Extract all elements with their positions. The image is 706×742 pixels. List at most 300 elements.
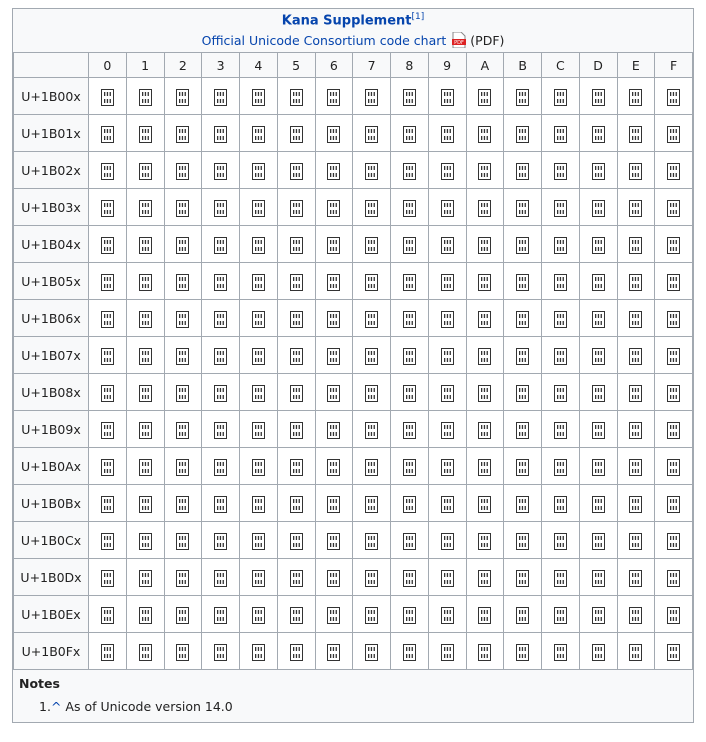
column-header: 4	[240, 53, 278, 78]
code-point-cell[interactable]	[240, 485, 278, 522]
code-point-cell[interactable]	[277, 337, 315, 374]
code-point-cell[interactable]	[240, 152, 278, 189]
code-point-cell[interactable]	[617, 189, 655, 226]
code-point-cell[interactable]	[655, 633, 693, 670]
code-point-cell[interactable]	[428, 226, 466, 263]
code-point-cell[interactable]	[126, 411, 164, 448]
code-point-cell[interactable]	[89, 411, 127, 448]
code-point-cell[interactable]	[315, 522, 353, 559]
missing-glyph-icon	[554, 163, 567, 180]
code-point-cell[interactable]	[542, 337, 580, 374]
code-point-cell[interactable]	[542, 78, 580, 115]
missing-glyph-icon	[667, 163, 680, 180]
missing-glyph-icon	[327, 422, 340, 439]
code-point-cell[interactable]	[240, 263, 278, 300]
code-point-cell[interactable]	[164, 226, 202, 263]
code-point-cell[interactable]	[466, 411, 504, 448]
code-point-cell[interactable]	[353, 152, 391, 189]
code-point-cell[interactable]	[466, 633, 504, 670]
code-point-cell[interactable]	[202, 226, 240, 263]
code-point-cell[interactable]	[542, 152, 580, 189]
code-point-cell[interactable]	[202, 115, 240, 152]
code-point-cell[interactable]	[428, 189, 466, 226]
missing-glyph-icon	[592, 644, 605, 661]
code-point-cell[interactable]	[126, 78, 164, 115]
code-point-cell[interactable]	[89, 559, 127, 596]
code-point-cell[interactable]	[315, 448, 353, 485]
column-header: F	[655, 53, 693, 78]
code-point-cell[interactable]	[315, 300, 353, 337]
code-point-cell[interactable]	[277, 411, 315, 448]
code-point-cell[interactable]	[164, 522, 202, 559]
code-point-cell[interactable]	[164, 485, 202, 522]
table-row	[14, 485, 693, 522]
code-point-cell[interactable]	[466, 152, 504, 189]
code-point-cell[interactable]	[240, 448, 278, 485]
code-point-cell[interactable]	[89, 337, 127, 374]
code-point-cell[interactable]	[466, 559, 504, 596]
code-point-cell[interactable]	[542, 226, 580, 263]
code-point-cell[interactable]	[89, 448, 127, 485]
table-row	[14, 337, 693, 374]
code-point-cell[interactable]	[89, 633, 127, 670]
missing-glyph-icon	[139, 89, 152, 106]
code-point-cell[interactable]	[428, 485, 466, 522]
code-point-cell[interactable]	[504, 374, 542, 411]
code-point-cell[interactable]	[315, 596, 353, 633]
code-point-cell[interactable]	[202, 374, 240, 411]
code-point-cell[interactable]	[126, 374, 164, 411]
code-point-cell[interactable]	[579, 596, 617, 633]
code-point-cell[interactable]	[353, 559, 391, 596]
code-point-cell[interactable]	[466, 485, 504, 522]
code-point-cell[interactable]	[617, 522, 655, 559]
code-point-cell[interactable]	[428, 115, 466, 152]
code-point-cell[interactable]	[428, 300, 466, 337]
code-point-cell[interactable]	[617, 337, 655, 374]
code-point-cell[interactable]	[126, 226, 164, 263]
code-point-cell[interactable]	[655, 152, 693, 189]
code-point-cell[interactable]	[353, 485, 391, 522]
code-point-cell[interactable]	[164, 559, 202, 596]
code-point-cell[interactable]	[617, 115, 655, 152]
code-point-cell[interactable]	[655, 559, 693, 596]
code-point-cell[interactable]	[164, 374, 202, 411]
code-point-cell[interactable]	[277, 189, 315, 226]
missing-glyph-icon	[327, 274, 340, 291]
code-point-cell[interactable]	[202, 152, 240, 189]
code-point-cell[interactable]	[315, 633, 353, 670]
code-point-cell[interactable]	[542, 300, 580, 337]
code-point-cell[interactable]	[504, 226, 542, 263]
code-point-cell[interactable]	[277, 485, 315, 522]
code-point-cell[interactable]	[466, 374, 504, 411]
code-point-cell[interactable]	[617, 226, 655, 263]
code-point-cell[interactable]	[353, 226, 391, 263]
code-point-cell[interactable]	[655, 411, 693, 448]
code-point-cell[interactable]	[428, 374, 466, 411]
code-point-cell[interactable]	[126, 596, 164, 633]
code-point-cell[interactable]	[89, 152, 127, 189]
code-point-cell[interactable]	[579, 226, 617, 263]
code-point-cell[interactable]	[277, 300, 315, 337]
code-point-cell[interactable]	[617, 152, 655, 189]
code-point-cell[interactable]	[391, 78, 429, 115]
code-point-cell[interactable]	[164, 115, 202, 152]
code-point-cell[interactable]	[579, 337, 617, 374]
code-point-cell[interactable]	[315, 485, 353, 522]
missing-glyph-icon	[290, 89, 303, 106]
code-point-cell[interactable]	[617, 374, 655, 411]
footnote-ref[interactable]: [1]	[411, 12, 425, 22]
code-point-cell[interactable]	[428, 522, 466, 559]
code-point-cell[interactable]	[164, 300, 202, 337]
code-point-cell[interactable]	[89, 189, 127, 226]
code-point-cell[interactable]	[655, 522, 693, 559]
code-point-cell[interactable]	[655, 115, 693, 152]
missing-glyph-icon	[554, 89, 567, 106]
code-point-cell[interactable]	[126, 300, 164, 337]
code-point-cell[interactable]	[353, 78, 391, 115]
code-point-cell[interactable]	[164, 78, 202, 115]
code-point-cell[interactable]	[428, 633, 466, 670]
code-point-cell[interactable]	[315, 374, 353, 411]
code-point-cell[interactable]	[504, 337, 542, 374]
code-point-cell[interactable]	[542, 596, 580, 633]
code-point-cell[interactable]	[315, 411, 353, 448]
code-point-cell[interactable]	[428, 78, 466, 115]
code-point-cell[interactable]	[277, 522, 315, 559]
code-point-cell[interactable]	[240, 522, 278, 559]
code-point-cell[interactable]	[315, 337, 353, 374]
code-point-cell[interactable]	[353, 263, 391, 300]
code-point-cell[interactable]	[542, 374, 580, 411]
code-point-cell[interactable]	[428, 559, 466, 596]
code-point-cell[interactable]	[353, 189, 391, 226]
code-point-cell[interactable]	[164, 263, 202, 300]
table-row	[14, 633, 693, 670]
code-point-cell[interactable]	[202, 189, 240, 226]
code-point-cell[interactable]	[353, 411, 391, 448]
code-point-cell[interactable]	[89, 263, 127, 300]
code-point-cell[interactable]	[504, 559, 542, 596]
code-point-cell[interactable]	[466, 115, 504, 152]
code-point-cell[interactable]	[89, 226, 127, 263]
code-point-cell[interactable]	[655, 300, 693, 337]
note-backlink[interactable]: ^	[50, 699, 62, 715]
code-point-cell[interactable]	[391, 485, 429, 522]
missing-glyph-icon	[592, 533, 605, 550]
code-point-cell[interactable]	[126, 448, 164, 485]
code-point-cell[interactable]	[579, 559, 617, 596]
code-point-cell[interactable]	[504, 263, 542, 300]
code-point-cell[interactable]	[353, 522, 391, 559]
missing-glyph-icon	[290, 459, 303, 476]
code-chart-link[interactable]: Official Unicode Consortium code chart	[201, 33, 447, 49]
code-point-cell[interactable]	[391, 448, 429, 485]
code-point-cell[interactable]	[504, 152, 542, 189]
code-point-cell[interactable]	[202, 263, 240, 300]
code-point-cell[interactable]	[164, 189, 202, 226]
code-point-cell[interactable]	[617, 78, 655, 115]
code-point-cell[interactable]	[579, 152, 617, 189]
code-point-cell[interactable]	[315, 152, 353, 189]
code-point-cell[interactable]	[202, 559, 240, 596]
code-point-cell[interactable]	[353, 633, 391, 670]
code-point-cell[interactable]	[579, 115, 617, 152]
code-point-cell[interactable]	[579, 300, 617, 337]
code-point-cell[interactable]	[466, 263, 504, 300]
code-point-cell[interactable]	[542, 633, 580, 670]
code-point-cell[interactable]	[542, 559, 580, 596]
code-point-cell[interactable]	[391, 411, 429, 448]
code-point-cell[interactable]	[277, 263, 315, 300]
code-point-cell[interactable]	[466, 448, 504, 485]
code-point-cell[interactable]	[126, 189, 164, 226]
code-point-cell[interactable]	[240, 337, 278, 374]
code-point-cell[interactable]	[466, 596, 504, 633]
code-point-cell[interactable]	[126, 633, 164, 670]
code-point-cell[interactable]	[655, 226, 693, 263]
code-point-cell[interactable]	[202, 522, 240, 559]
code-point-cell[interactable]	[202, 596, 240, 633]
missing-glyph-icon	[101, 237, 114, 254]
code-point-cell[interactable]	[164, 448, 202, 485]
code-point-cell[interactable]	[466, 78, 504, 115]
table-row	[14, 522, 693, 559]
code-point-cell[interactable]	[89, 485, 127, 522]
code-point-cell[interactable]	[164, 596, 202, 633]
code-point-cell[interactable]	[655, 78, 693, 115]
missing-glyph-icon	[554, 274, 567, 291]
code-point-cell[interactable]	[466, 337, 504, 374]
code-point-cell[interactable]	[542, 115, 580, 152]
code-point-cell[interactable]	[126, 559, 164, 596]
code-point-cell[interactable]	[277, 596, 315, 633]
code-point-cell[interactable]	[353, 337, 391, 374]
missing-glyph-icon	[441, 311, 454, 328]
code-point-cell[interactable]	[202, 78, 240, 115]
row-header: U+1B0Dx	[14, 559, 89, 596]
code-point-cell[interactable]	[353, 596, 391, 633]
missing-glyph-icon	[516, 163, 529, 180]
code-point-cell[interactable]	[617, 300, 655, 337]
code-point-cell[interactable]	[504, 485, 542, 522]
code-point-cell[interactable]	[89, 78, 127, 115]
code-point-cell[interactable]	[428, 337, 466, 374]
note-text: As of Unicode version 14.0	[65, 699, 233, 715]
code-point-cell[interactable]	[504, 189, 542, 226]
code-point-cell[interactable]	[202, 485, 240, 522]
code-point-cell[interactable]	[504, 411, 542, 448]
code-point-cell[interactable]	[655, 448, 693, 485]
code-point-cell[interactable]	[126, 337, 164, 374]
code-point-cell[interactable]	[579, 78, 617, 115]
code-point-cell[interactable]	[579, 189, 617, 226]
code-point-cell[interactable]	[164, 152, 202, 189]
code-point-cell[interactable]	[89, 115, 127, 152]
code-point-cell[interactable]	[315, 189, 353, 226]
code-point-cell[interactable]	[89, 374, 127, 411]
code-point-cell[interactable]	[542, 189, 580, 226]
block-title[interactable]: Kana Supplement	[281, 13, 412, 29]
missing-glyph-icon	[327, 237, 340, 254]
code-point-cell[interactable]	[240, 78, 278, 115]
code-point-cell[interactable]	[202, 633, 240, 670]
code-point-cell[interactable]	[504, 596, 542, 633]
code-point-cell[interactable]	[428, 596, 466, 633]
code-point-cell[interactable]	[315, 226, 353, 263]
code-point-cell[interactable]	[277, 226, 315, 263]
code-point-cell[interactable]	[240, 189, 278, 226]
code-point-cell[interactable]	[466, 189, 504, 226]
row-header: U+1B09x	[14, 411, 89, 448]
code-point-cell[interactable]	[504, 115, 542, 152]
code-point-cell[interactable]	[542, 522, 580, 559]
code-point-cell[interactable]	[466, 226, 504, 263]
missing-glyph-icon	[139, 200, 152, 217]
code-point-cell[interactable]	[89, 522, 127, 559]
missing-glyph-icon	[441, 496, 454, 513]
missing-glyph-icon	[252, 644, 265, 661]
missing-glyph-icon	[592, 89, 605, 106]
code-point-cell[interactable]	[277, 633, 315, 670]
code-point-cell[interactable]	[579, 633, 617, 670]
missing-glyph-icon	[327, 533, 340, 550]
code-point-cell[interactable]	[391, 633, 429, 670]
code-point-cell[interactable]	[504, 448, 542, 485]
code-point-cell[interactable]	[240, 559, 278, 596]
missing-glyph-icon	[252, 570, 265, 587]
code-point-cell[interactable]	[655, 337, 693, 374]
code-point-cell[interactable]	[466, 300, 504, 337]
code-point-cell[interactable]	[391, 226, 429, 263]
code-point-cell[interactable]	[655, 596, 693, 633]
code-point-cell[interactable]	[617, 596, 655, 633]
code-point-cell[interactable]	[579, 263, 617, 300]
missing-glyph-icon	[403, 348, 416, 365]
code-point-cell[interactable]	[617, 411, 655, 448]
code-point-cell[interactable]	[617, 633, 655, 670]
missing-glyph-icon	[327, 496, 340, 513]
code-point-cell[interactable]	[277, 115, 315, 152]
missing-glyph-icon	[101, 163, 114, 180]
code-point-cell[interactable]	[617, 485, 655, 522]
code-point-cell[interactable]	[277, 78, 315, 115]
code-point-cell[interactable]	[391, 115, 429, 152]
code-point-cell[interactable]	[428, 411, 466, 448]
code-point-cell[interactable]	[391, 522, 429, 559]
code-point-cell[interactable]	[277, 374, 315, 411]
code-point-cell[interactable]	[353, 115, 391, 152]
code-point-cell[interactable]	[428, 152, 466, 189]
code-point-cell[interactable]	[579, 411, 617, 448]
code-point-cell[interactable]	[353, 374, 391, 411]
code-point-cell[interactable]	[579, 448, 617, 485]
code-point-cell[interactable]	[277, 448, 315, 485]
code-point-cell[interactable]	[655, 189, 693, 226]
code-point-cell[interactable]	[391, 374, 429, 411]
missing-glyph-icon	[327, 607, 340, 624]
code-point-cell[interactable]	[89, 596, 127, 633]
code-point-cell[interactable]	[579, 485, 617, 522]
code-point-cell[interactable]	[164, 411, 202, 448]
code-point-cell[interactable]	[202, 337, 240, 374]
code-point-cell[interactable]	[504, 300, 542, 337]
code-point-cell[interactable]	[126, 152, 164, 189]
code-point-cell[interactable]	[353, 300, 391, 337]
code-point-cell[interactable]	[315, 263, 353, 300]
code-point-cell[interactable]	[202, 411, 240, 448]
code-point-cell[interactable]	[315, 559, 353, 596]
code-point-cell[interactable]	[542, 263, 580, 300]
code-point-cell[interactable]	[391, 152, 429, 189]
code-point-cell[interactable]	[579, 374, 617, 411]
code-point-cell[interactable]	[617, 448, 655, 485]
svg-text:PDF: PDF	[454, 40, 465, 47]
code-point-cell[interactable]	[240, 115, 278, 152]
code-point-cell[interactable]	[504, 78, 542, 115]
code-point-cell[interactable]	[542, 448, 580, 485]
code-point-cell[interactable]	[542, 411, 580, 448]
code-point-cell[interactable]	[391, 189, 429, 226]
code-point-cell[interactable]	[504, 522, 542, 559]
missing-glyph-icon	[629, 348, 642, 365]
code-point-cell[interactable]	[89, 300, 127, 337]
code-point-cell[interactable]	[391, 559, 429, 596]
code-point-cell[interactable]	[428, 448, 466, 485]
code-point-cell[interactable]	[202, 448, 240, 485]
code-point-cell[interactable]	[315, 115, 353, 152]
missing-glyph-icon	[478, 274, 491, 291]
code-point-cell[interactable]	[391, 263, 429, 300]
code-point-cell[interactable]	[353, 448, 391, 485]
code-point-cell[interactable]	[202, 300, 240, 337]
code-point-cell[interactable]	[428, 263, 466, 300]
code-point-cell[interactable]	[277, 152, 315, 189]
code-point-cell[interactable]	[126, 485, 164, 522]
code-point-cell[interactable]	[240, 374, 278, 411]
code-point-cell[interactable]	[164, 633, 202, 670]
code-point-cell[interactable]	[617, 559, 655, 596]
code-point-cell[interactable]	[504, 633, 542, 670]
code-point-cell[interactable]	[240, 411, 278, 448]
code-point-cell[interactable]	[391, 596, 429, 633]
code-point-cell[interactable]	[240, 226, 278, 263]
code-point-cell[interactable]	[240, 596, 278, 633]
code-point-cell[interactable]	[315, 78, 353, 115]
code-point-cell[interactable]	[466, 522, 504, 559]
code-point-cell[interactable]	[126, 263, 164, 300]
code-point-cell[interactable]	[655, 485, 693, 522]
code-point-cell[interactable]	[542, 485, 580, 522]
code-point-cell[interactable]	[164, 337, 202, 374]
code-point-cell[interactable]	[655, 374, 693, 411]
code-point-cell[interactable]	[126, 522, 164, 559]
code-point-cell[interactable]	[277, 559, 315, 596]
code-point-cell[interactable]	[391, 337, 429, 374]
code-point-cell[interactable]	[655, 263, 693, 300]
code-point-cell[interactable]	[126, 115, 164, 152]
code-point-cell[interactable]	[240, 300, 278, 337]
code-point-cell[interactable]	[617, 263, 655, 300]
code-point-cell[interactable]	[579, 522, 617, 559]
missing-glyph-icon	[176, 533, 189, 550]
missing-glyph-icon	[516, 348, 529, 365]
missing-glyph-icon	[365, 422, 378, 439]
code-point-cell[interactable]	[240, 633, 278, 670]
code-point-cell[interactable]	[391, 300, 429, 337]
